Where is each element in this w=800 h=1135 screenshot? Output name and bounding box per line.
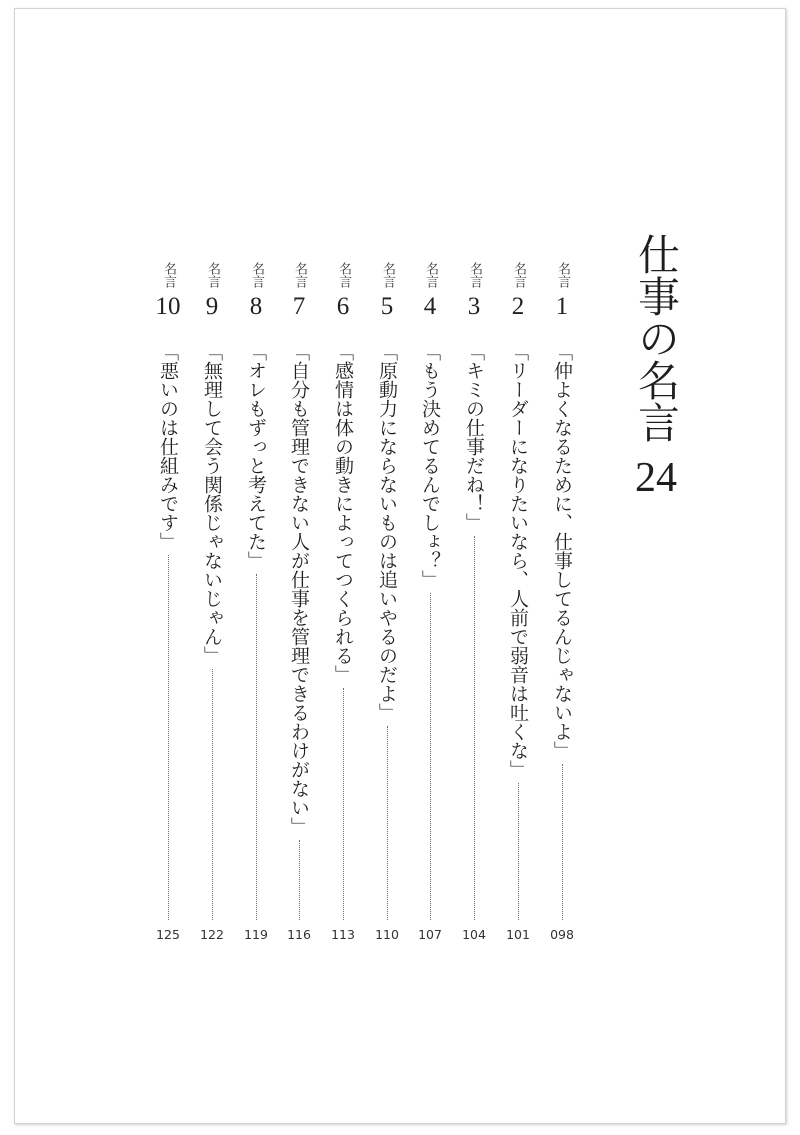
entry-number: 2 — [511, 293, 525, 320]
dotted-leader — [430, 593, 431, 920]
entry-quote: 「オレもずっと考えてた」 — [245, 342, 267, 570]
entry-quote: 「仲よくなるために、仕事してるんじゃないよ」 — [551, 342, 573, 760]
dotted-leader — [343, 688, 344, 920]
entry-number: 10 — [155, 293, 181, 320]
entry-number: 3 — [467, 293, 481, 320]
entry-body — [507, 342, 529, 920]
entry-page-number: 119 — [244, 927, 268, 942]
toc-entry — [234, 0, 278, 1135]
entry-number: 9 — [205, 293, 219, 320]
entry-label: 名言 — [205, 262, 220, 288]
entry-label: 名言 — [249, 262, 264, 288]
entry-page-number: 101 — [506, 927, 530, 942]
entry-quote: 「無理して会う関係じゃないじゃん」 — [201, 342, 223, 665]
chapter-title-count: 24 — [635, 457, 677, 499]
dotted-leader — [474, 536, 475, 920]
dotted-leader — [168, 555, 169, 920]
toc-entry — [277, 0, 321, 1135]
entry-label: 名言 — [555, 262, 570, 288]
entry-page-number: 125 — [156, 927, 180, 942]
entry-label: 名言 — [292, 262, 307, 288]
entry-quote: 「感情は体の動きによってつくられる」 — [332, 342, 354, 684]
entry-number: 4 — [423, 293, 437, 320]
toc-entry — [452, 0, 496, 1135]
entry-quote: 「自分も管理できない人が仕事を管理できるわけがない」 — [288, 342, 310, 836]
entry-quote: 「原動力にならないものは追いやるのだよ」 — [376, 342, 398, 722]
entry-page-number: 107 — [418, 927, 442, 942]
entry-body — [245, 342, 267, 920]
chapter-title-text: 仕事の名言 — [632, 233, 681, 443]
entry-body — [376, 342, 398, 920]
entry-page-number: 104 — [462, 927, 486, 942]
dotted-leader — [256, 574, 257, 920]
entry-quote: 「悪いのは仕組みです」 — [157, 342, 179, 551]
entry-body — [332, 342, 354, 920]
entry-page-number: 116 — [287, 927, 311, 942]
entry-body — [201, 342, 223, 920]
chapter-title — [632, 233, 680, 499]
entry-label: 名言 — [423, 262, 438, 288]
dotted-leader — [299, 840, 300, 920]
dotted-leader — [518, 783, 519, 920]
dotted-leader — [387, 726, 388, 920]
entry-number: 8 — [249, 293, 263, 320]
entry-label: 名言 — [467, 262, 482, 288]
entry-number: 6 — [336, 293, 350, 320]
entry-body — [419, 342, 441, 920]
entry-page-number: 122 — [200, 927, 224, 942]
toc-entry — [496, 0, 540, 1135]
entry-number: 5 — [380, 293, 394, 320]
entry-body — [157, 342, 179, 920]
entry-quote: 「キミの仕事だね！」 — [463, 342, 485, 532]
entry-label: 名言 — [161, 262, 176, 288]
toc-entry — [190, 0, 234, 1135]
entry-quote: 「リーダーになりたいなら、人前で弱音は吐くな」 — [507, 342, 529, 779]
entry-page-number: 110 — [375, 927, 399, 942]
entry-label: 名言 — [511, 262, 526, 288]
entry-label: 名言 — [380, 262, 395, 288]
entry-body — [463, 342, 485, 920]
toc-entry — [540, 0, 584, 1135]
toc-entry — [321, 0, 365, 1135]
entry-number: 7 — [292, 293, 306, 320]
dotted-leader — [562, 764, 563, 920]
toc-entry — [408, 0, 452, 1135]
entry-label: 名言 — [336, 262, 351, 288]
toc-entry — [365, 0, 409, 1135]
dotted-leader — [212, 669, 213, 920]
entry-page-number: 098 — [550, 927, 574, 942]
entry-quote: 「もう決めてるんでしょ？」 — [419, 342, 441, 589]
entry-body — [551, 342, 573, 920]
entry-body — [288, 342, 310, 920]
toc-entry — [146, 0, 190, 1135]
entry-page-number: 113 — [331, 927, 355, 942]
entry-number: 1 — [555, 293, 569, 320]
